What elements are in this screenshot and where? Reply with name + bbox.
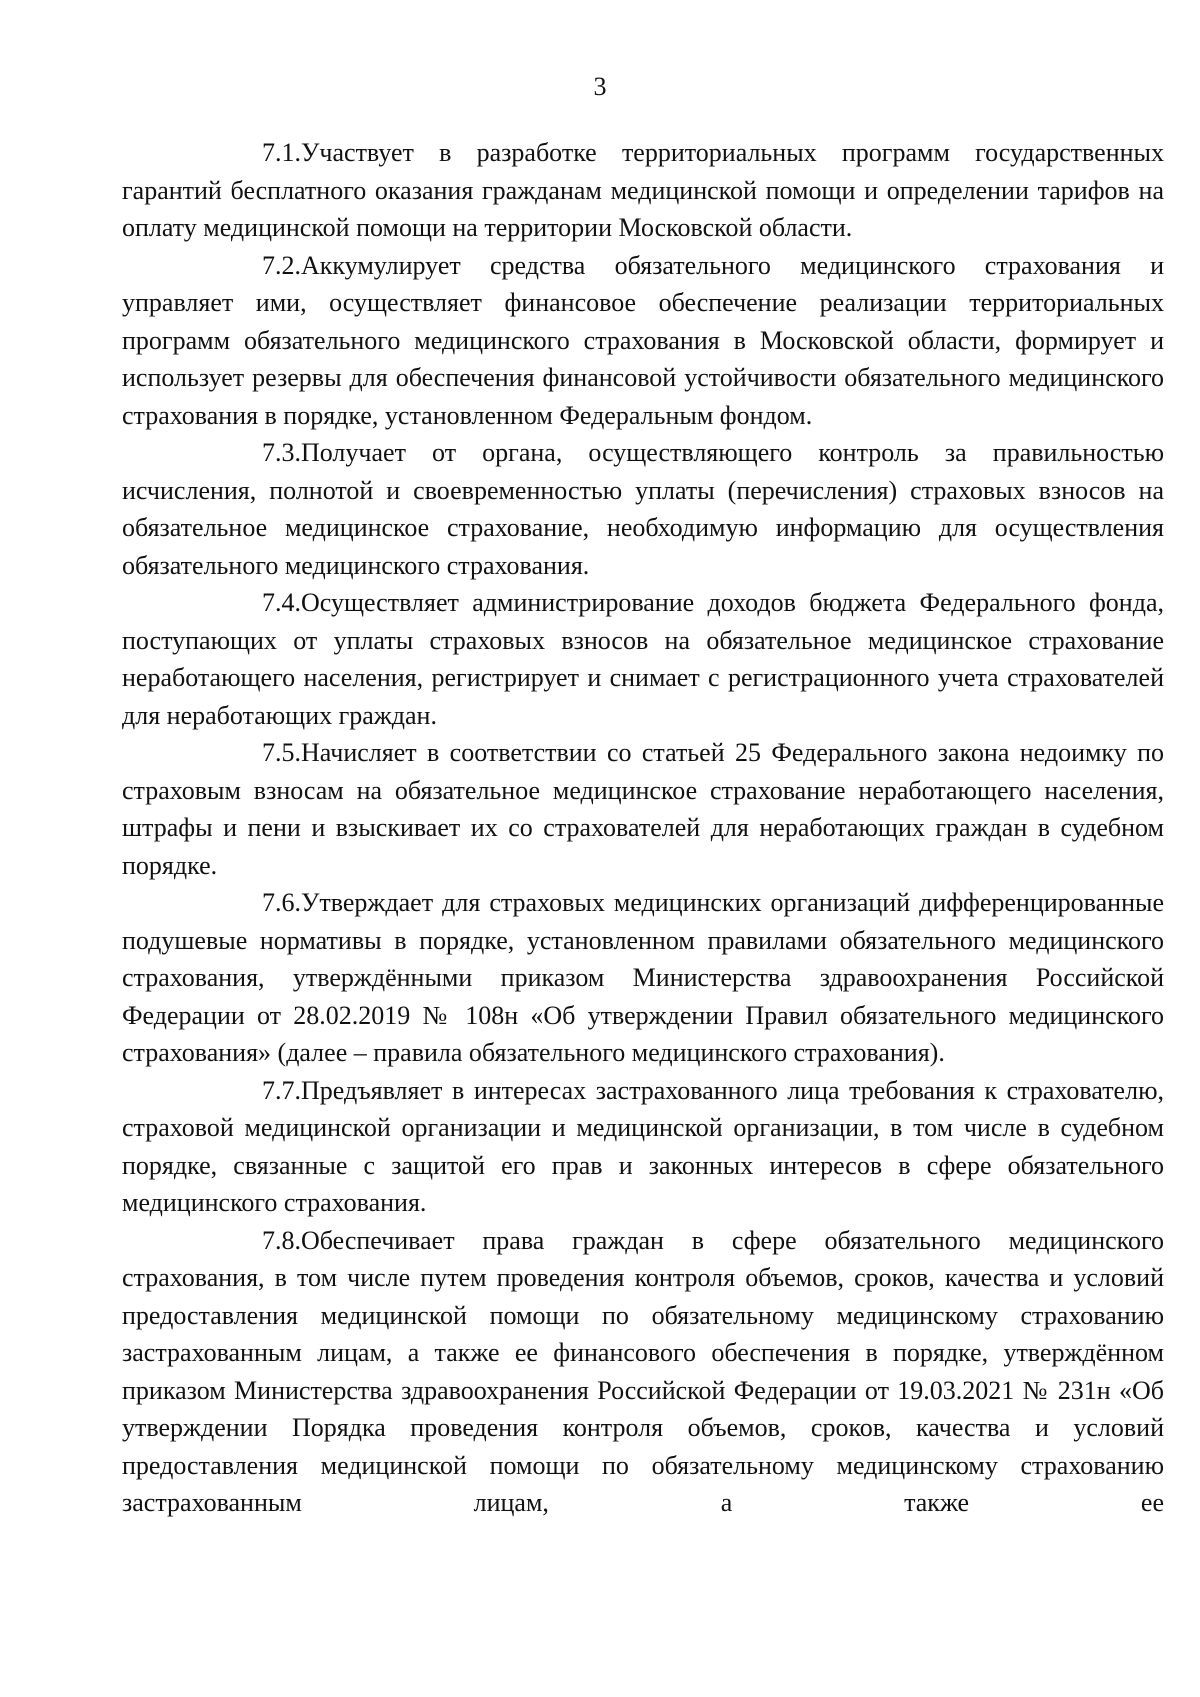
paragraph-number: 7.7. <box>262 1075 301 1105</box>
paragraph-number: 7.8. <box>262 1225 301 1255</box>
paragraph-number: 7.6. <box>262 888 301 917</box>
paragraph-text: Начисляет в соответствии со статьей 25 Федерального закона недоимку по страховым взносам на обязательное медицинское страхование неработающего населения, штрафы и пени и взыскивает их со страхователей для неработающих граждан в судебном порядке. <box>122 738 1164 880</box>
paragraph-7-7 <box>122 1072 1164 1222</box>
page-number: 3 <box>593 72 607 101</box>
paragraph-text: Осуществляет администрирование доходов бюджета Федерального фонда, поступающих от уплаты страховых взносов на обязательное медицинское страхование неработающего населения, регистрирует и снимает с регистрационного учета страхователей для неработающих граждан. <box>122 588 1164 730</box>
paragraph-number: 7.4. <box>262 588 301 617</box>
paragraph-text: Предъявляет в интересах застрахованного лица требования к страхователю, страховой медицинской организации и медицинской организации, в том числе в судебном порядке, связанные с защитой его прав и законных интересов в сфере обязательного медицинского страхования. <box>122 1075 1164 1217</box>
paragraph-number: 7.1. <box>262 138 301 167</box>
paragraph-7-4 <box>122 584 1164 734</box>
paragraph-7-1 <box>122 134 1164 247</box>
document-body <box>122 134 1164 1522</box>
paragraph-text: Получает от органа, осуществляющего контроль за правильностью исчисления, полнотой и своевременностью уплаты (перечисления) страховых взносов на обязательное медицинское страхование, необходимую информацию для осуществления обязательного медицинского страхования. <box>122 438 1164 580</box>
paragraph-text: Участвует в разработке территориальных программ государственных гарантий бесплатного оказания гражданам медицинской помощи и определении тарифов на оплату медицинской помощи на территории Московской области. <box>122 138 1164 242</box>
paragraph-7-6 <box>122 884 1164 1072</box>
paragraph-number: 7.2. <box>262 250 301 280</box>
paragraph-number: 7.5. <box>262 738 301 767</box>
paragraph-text: Обеспечивает права граждан в сфере обязательного медицинского страхования, в том числе путем проведения контроля объемов, сроков, качества и условий предоставления медицинской помощи по обязательному медицинскому страхованию застрахованным лицам, а также ее финансового обеспечения в порядке, утверждённом приказом Министерства здравоохранения Российской Федерации от 19.03.2021 № 231н «Об утверждении Порядка проведения контроля объемов, сроков, качества и условий предоставления медицинской помощи по обязательному медицинскому страхованию застрахованным лицам, а также ее <box>122 1225 1164 1517</box>
paragraph-text: Утверждает для страховых медицинских организаций дифференцированные подушевые нормативы в порядке, установленном правилами обязательного медицинского страхования, утверждёнными приказом Министерства здравоохранения Российской Федерации от 28.02.2019 № 108н «Об утверждении Правил обязательного медицинского страхования» (далее – правила обязательного медицинского страхования). <box>122 888 1164 1067</box>
paragraph-7-2 <box>122 247 1164 435</box>
paragraph-7-3 <box>122 434 1164 584</box>
paragraph-7-8 <box>122 1222 1164 1522</box>
paragraph-number: 7.3. <box>262 438 301 467</box>
paragraph-7-5 <box>122 734 1164 884</box>
paragraph-text: Аккумулирует средства обязательного медицинского страхования и управляет ими, осуществляет финансовое обеспечение реализации территориальных программ обязательного медицинского страхования в Московской области, формирует и использует резервы для обеспечения финансовой устойчивости обязательного медицинского страхования в порядке, установленном Федеральным фондом. <box>122 250 1164 430</box>
